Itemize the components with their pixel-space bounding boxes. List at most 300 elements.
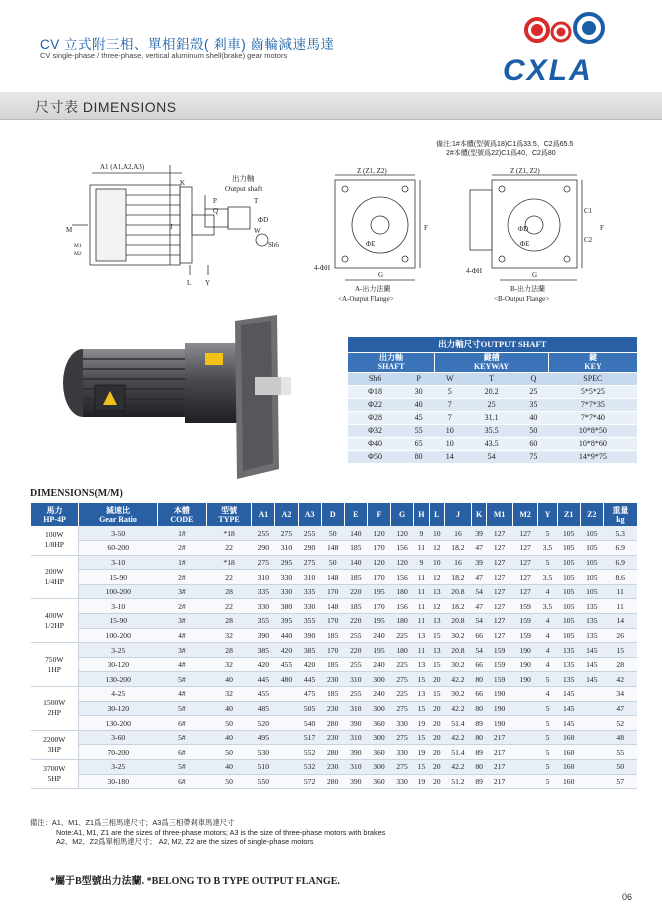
table-cell: 220: [344, 643, 367, 658]
title-chinese: CV 立式附三相、單相鋁殼( 剎車) 齒輪減速馬達: [40, 37, 335, 52]
label-h-a: 4-ΦH: [314, 264, 331, 272]
column-header: [538, 503, 557, 526]
table-cell: 20: [429, 745, 444, 760]
horsepower-label: 3700W: [43, 764, 66, 774]
table-cell: 120: [391, 555, 414, 570]
horsepower-cell: [31, 555, 79, 599]
table-cell: 230: [321, 701, 344, 716]
table-row: [31, 555, 638, 570]
table-cell: 185: [344, 599, 367, 614]
table-cell: 13: [414, 687, 429, 702]
shaft-column-header: W: [435, 372, 465, 385]
table-cell: 275: [391, 672, 414, 687]
table-cell: 552: [298, 745, 321, 760]
table-cell: 127: [487, 570, 513, 585]
table-row: [348, 450, 638, 463]
table-cell: 10*8*50: [549, 424, 637, 437]
title-english: CV single-phase / three-phase, vertical aluminum shell(brake) gear motors: [40, 51, 288, 60]
table-cell: 300: [367, 701, 390, 716]
table-cell: 495: [252, 730, 275, 745]
column-header-en: F: [376, 510, 382, 519]
table-row: [348, 424, 638, 437]
table-cell: 3.5: [538, 570, 557, 585]
table-row: [31, 584, 638, 599]
table-cell: 335: [298, 584, 321, 599]
table-cell: Φ32: [348, 424, 403, 437]
table-cell: 105: [580, 570, 603, 585]
table-cell: 355: [298, 614, 321, 629]
table-cell: [512, 687, 538, 702]
horsepower-label: 200W: [45, 567, 64, 577]
table-cell: 170: [321, 614, 344, 629]
table-cell: 26: [603, 628, 637, 643]
table-cell: 100-200: [79, 584, 158, 599]
table-cell: 2#: [157, 599, 206, 614]
table-row: [31, 687, 638, 702]
table-cell: 105: [580, 555, 603, 570]
column-header-en: M2: [519, 510, 531, 519]
table-cell: 13: [429, 643, 444, 658]
table-cell: 195: [367, 643, 390, 658]
brand-logo: [495, 8, 645, 86]
table-cell: 390: [344, 774, 367, 789]
footnote: [30, 818, 385, 847]
column-header-cn: 馬力: [46, 505, 63, 515]
horsepower-label: 100W: [45, 530, 64, 540]
table-cell: 10: [435, 437, 465, 450]
table-cell: 4#: [157, 657, 206, 672]
table-cell: 275: [275, 526, 298, 541]
table-cell: 89: [471, 774, 486, 789]
table-cell: 445: [298, 672, 321, 687]
table-cell: 310: [344, 730, 367, 745]
column-header-cn: 重量: [612, 505, 629, 515]
table-cell: 127: [512, 526, 538, 541]
table-cell: 6.9: [603, 555, 637, 570]
column-header: [344, 503, 367, 526]
table-cell: 15-90: [79, 570, 158, 585]
column-header-en: K: [476, 510, 483, 519]
shaft-group-en: KEYWAY: [473, 362, 510, 371]
table-cell: 7*7*35: [549, 398, 637, 411]
column-header: [487, 503, 513, 526]
table-cell: 225: [391, 657, 414, 672]
table-cell: 60-200: [79, 541, 158, 556]
table-cell: 159: [487, 672, 513, 687]
table-cell: 8.6: [603, 570, 637, 585]
column-header: [512, 503, 538, 526]
table-cell: 127: [487, 526, 513, 541]
flange-b-cn: B-出力法蘭: [510, 285, 545, 293]
table-row: [31, 716, 638, 731]
table-cell: 310: [298, 570, 321, 585]
table-cell: 5: [538, 730, 557, 745]
table-cell: 440: [275, 628, 298, 643]
table-cell: 11: [414, 643, 429, 658]
flange-b-en: <B-Output Flange>: [494, 295, 550, 303]
table-row: [31, 774, 638, 789]
table-cell: 330: [391, 774, 414, 789]
table-cell: 170: [367, 570, 390, 585]
column-header: [391, 503, 414, 526]
table-cell: 310: [344, 701, 367, 716]
label-sh6: Sh6: [268, 241, 279, 249]
table-cell: 11: [414, 584, 429, 599]
section-title: 尺寸表 DIMENSIONS: [35, 99, 177, 115]
table-cell: 30-120: [79, 657, 158, 672]
table-cell: 225: [391, 687, 414, 702]
table-cell: 280: [321, 716, 344, 731]
table-cell: 50: [321, 526, 344, 541]
table-cell: 217: [487, 774, 513, 789]
table-row: [31, 570, 638, 585]
column-header-en: TYPE: [218, 514, 240, 524]
table-cell: [275, 774, 298, 789]
table-cell: 240: [367, 687, 390, 702]
table-cell: 390: [298, 628, 321, 643]
label-m: M: [66, 226, 73, 234]
table-cell: 156: [391, 599, 414, 614]
table-cell: Φ22: [348, 398, 403, 411]
table-cell: 185: [321, 628, 344, 643]
table-cell: 390: [344, 745, 367, 760]
table-cell: 75: [518, 450, 548, 463]
table-cell: 14*9*75: [549, 450, 637, 463]
table-cell: 7: [435, 398, 465, 411]
table-cell: 230: [321, 760, 344, 775]
table-cell: 16: [444, 526, 471, 541]
table-cell: 275: [391, 730, 414, 745]
technical-drawings: [0, 125, 662, 310]
shaft-column-header: T: [465, 372, 518, 385]
table-cell: 4: [538, 687, 557, 702]
table-cell: 532: [298, 760, 321, 775]
table-cell: 190: [487, 687, 513, 702]
table-cell: 127: [512, 584, 538, 599]
table-cell: 28: [206, 584, 251, 599]
table-cell: 11: [603, 599, 637, 614]
table-cell: 7*7*40: [549, 411, 637, 424]
table-cell: 290: [252, 541, 275, 556]
table-cell: 160: [557, 730, 580, 745]
shaft-column-header: SPEC: [549, 372, 637, 385]
table-cell: 4: [538, 643, 557, 658]
column-header-en: G: [398, 510, 406, 519]
horsepower-label: 1/8HP: [44, 540, 64, 550]
table-cell: 40: [206, 701, 251, 716]
table-cell: 30-120: [79, 701, 158, 716]
table-cell: 12: [429, 541, 444, 556]
table-cell: 156: [391, 541, 414, 556]
dimensions-table: [30, 503, 637, 789]
drawing-note-line2: 2#本體(型號爲22)C1爲40、C2爲80: [446, 150, 556, 157]
shaft-group-cn: 鍵: [589, 353, 598, 362]
label-output-en: Output shaft: [225, 184, 263, 193]
label-p: P: [213, 197, 217, 205]
table-cell: [275, 760, 298, 775]
table-cell: 275: [298, 555, 321, 570]
table-row: [348, 437, 638, 450]
horsepower-label: 1500W: [43, 698, 66, 708]
table-cell: 540: [298, 716, 321, 731]
table-cell: Φ40: [348, 437, 403, 450]
label-output-cn: 出力軸: [232, 174, 255, 183]
table-cell: 20.2: [465, 385, 518, 398]
table-cell: 170: [321, 584, 344, 599]
table-cell: 130-200: [79, 716, 158, 731]
table-cell: 455: [252, 687, 275, 702]
column-header-en: E: [353, 510, 359, 519]
table-cell: 1#: [157, 555, 206, 570]
table-cell: 127: [487, 584, 513, 599]
table-cell: 5: [538, 672, 557, 687]
table-cell: 42.2: [444, 701, 471, 716]
column-header-cn: 減速比: [105, 505, 130, 515]
table-cell: 25: [518, 385, 548, 398]
table-cell: 15: [429, 687, 444, 702]
table-row: [348, 398, 638, 411]
table-cell: 5: [435, 385, 465, 398]
table-cell: 66: [471, 657, 486, 672]
table-cell: 4: [538, 584, 557, 599]
table-cell: 160: [557, 745, 580, 760]
table-cell: 5#: [157, 760, 206, 775]
table-cell: 240: [367, 628, 390, 643]
table-cell: 135: [557, 672, 580, 687]
table-cell: 66: [471, 628, 486, 643]
shaft-group-header: [348, 352, 435, 372]
table-cell: 35.5: [465, 424, 518, 437]
table-cell: 180: [391, 643, 414, 658]
table-cell: 148: [321, 599, 344, 614]
table-cell: 105: [557, 584, 580, 599]
horsepower-label: 2200W: [43, 734, 66, 744]
table-cell: 6#: [157, 745, 206, 760]
shaft-column-header: Q: [518, 372, 548, 385]
table-cell: 145: [580, 657, 603, 672]
table-cell: 135: [580, 614, 603, 629]
table-cell: 170: [321, 643, 344, 658]
horsepower-label: 5HP: [47, 774, 62, 784]
table-cell: 15: [414, 701, 429, 716]
table-cell: [512, 716, 538, 731]
table-cell: 230: [321, 730, 344, 745]
table-cell: 43.5: [465, 437, 518, 450]
table-cell: 517: [298, 730, 321, 745]
table-cell: 47: [471, 541, 486, 556]
table-row: [31, 643, 638, 658]
table-cell: 6#: [157, 774, 206, 789]
table-cell: 127: [487, 555, 513, 570]
column-header: [31, 503, 79, 526]
table-cell: 47: [603, 701, 637, 716]
table-cell: 35: [518, 398, 548, 411]
table-cell: 20.8: [444, 643, 471, 658]
table-cell: [580, 701, 603, 716]
label-phie-a: ΦE: [366, 240, 376, 248]
table-cell: 145: [580, 643, 603, 658]
table-cell: [580, 687, 603, 702]
table-cell: 3#: [157, 584, 206, 599]
table-cell: 66: [471, 687, 486, 702]
table-cell: 360: [367, 745, 390, 760]
table-cell: [275, 716, 298, 731]
table-cell: 310: [275, 541, 298, 556]
column-header-en: J: [455, 510, 460, 519]
table-cell: 510: [252, 760, 275, 775]
table-cell: 60: [518, 437, 548, 450]
table-cell: 32: [206, 687, 251, 702]
table-cell: 145: [580, 672, 603, 687]
horsepower-cell: [31, 599, 79, 643]
table-row: [31, 657, 638, 672]
table-cell: 160: [557, 760, 580, 775]
column-header: [275, 503, 298, 526]
table-cell: 195: [367, 584, 390, 599]
table-cell: [512, 701, 538, 716]
table-cell: 330: [275, 570, 298, 585]
table-cell: 51.4: [444, 745, 471, 760]
table-cell: Φ50: [348, 450, 403, 463]
table-cell: 310: [344, 760, 367, 775]
table-cell: 14: [603, 614, 637, 629]
label-f-a: F: [424, 224, 428, 232]
label-j: J: [170, 223, 173, 231]
label-m1: M1: [74, 243, 82, 249]
table-cell: 3#: [157, 614, 206, 629]
table-cell: 54: [471, 584, 486, 599]
table-cell: [512, 774, 538, 789]
column-header: [471, 503, 486, 526]
column-header-en: Z1: [564, 510, 574, 519]
table-cell: 22: [206, 541, 251, 556]
table-cell: 220: [344, 584, 367, 599]
table-cell: 159: [512, 614, 538, 629]
table-cell: 480: [275, 672, 298, 687]
table-cell: 190: [512, 672, 538, 687]
table-cell: 140: [344, 526, 367, 541]
column-header: [429, 503, 444, 526]
table-cell: 135: [580, 599, 603, 614]
table-row: [348, 385, 638, 398]
table-cell: 217: [487, 760, 513, 775]
table-cell: [580, 745, 603, 760]
table-cell: 18.2: [444, 541, 471, 556]
label-f-b: F: [600, 224, 604, 232]
table-cell: 127: [487, 541, 513, 556]
table-cell: 20: [429, 701, 444, 716]
table-cell: 190: [512, 643, 538, 658]
table-cell: 80: [403, 450, 435, 463]
table-cell: 50: [518, 424, 548, 437]
label-phie-b: ΦE: [520, 240, 530, 248]
table-cell: 47: [471, 570, 486, 585]
table-cell: 120: [391, 526, 414, 541]
table-cell: 185: [321, 687, 344, 702]
table-cell: [512, 760, 538, 775]
table-cell: 6.9: [603, 541, 637, 556]
column-header-cn: 型號: [221, 505, 238, 515]
label-y: Y: [205, 279, 211, 287]
table-cell: 13: [429, 614, 444, 629]
table-cell: 9: [414, 526, 429, 541]
table-cell: 20.8: [444, 584, 471, 599]
table-cell: [580, 716, 603, 731]
table-cell: 3-50: [79, 526, 158, 541]
column-header-en: Y: [544, 510, 551, 519]
table-cell: 30: [403, 385, 435, 398]
footnote-line1: 備注：A1、M1、Z1爲三相馬達尺寸；A3爲三相帶剎車馬達尺寸: [30, 818, 235, 827]
table-cell: 3.5: [538, 541, 557, 556]
side-view-drawing: [72, 165, 214, 275]
table-cell: 275: [391, 701, 414, 716]
table-cell: 22: [206, 570, 251, 585]
table-cell: 11: [414, 614, 429, 629]
horsepower-label: 1/2HP: [44, 620, 64, 630]
flange-a-cn: A-出力法蘭: [355, 285, 391, 293]
label-k: K: [180, 179, 186, 187]
table-cell: 380: [275, 599, 298, 614]
table-cell: 40: [206, 760, 251, 775]
horsepower-label: 400W: [45, 610, 64, 620]
table-cell: 13: [429, 584, 444, 599]
table-cell: 420: [252, 657, 275, 672]
table-cell: 3#: [157, 643, 206, 658]
table-cell: 5#: [157, 701, 206, 716]
table-cell: 300: [367, 672, 390, 687]
table-cell: 89: [471, 745, 486, 760]
dimensions-title: DIMENSIONS(M/M): [30, 488, 123, 499]
column-header: [79, 503, 158, 526]
table-cell: 10: [429, 555, 444, 570]
column-header-en: D: [329, 510, 336, 519]
column-header: [252, 503, 275, 526]
table-cell: 30-180: [79, 774, 158, 789]
table-cell: 5: [538, 526, 557, 541]
table-cell: 20.8: [444, 614, 471, 629]
table-cell: 2#: [157, 541, 206, 556]
shaft-table-title: 出力軸尺寸OUTPUT SHAFT: [348, 337, 638, 352]
table-cell: *18: [206, 526, 251, 541]
table-cell: *18: [206, 555, 251, 570]
table-cell: 420: [298, 657, 321, 672]
table-cell: 135: [557, 643, 580, 658]
table-cell: 330: [391, 716, 414, 731]
output-shaft-table: [347, 337, 637, 464]
table-cell: 4: [538, 657, 557, 672]
table-cell: 455: [275, 657, 298, 672]
table-cell: 159: [487, 657, 513, 672]
table-cell: 15-90: [79, 614, 158, 629]
table-cell: 330: [298, 599, 321, 614]
table-cell: 105: [557, 614, 580, 629]
table-cell: 12: [429, 570, 444, 585]
table-cell: 5: [538, 774, 557, 789]
table-cell: [580, 774, 603, 789]
table-cell: 18.2: [444, 599, 471, 614]
shaft-group-header: [549, 352, 637, 372]
table-cell: 11: [603, 584, 637, 599]
label-phid-b: ΦD: [518, 225, 529, 233]
table-cell: 18.2: [444, 570, 471, 585]
table-cell: 19: [414, 774, 429, 789]
table-cell: 255: [344, 657, 367, 672]
table-cell: 5*5*25: [549, 385, 637, 398]
table-cell: 3-60: [79, 730, 158, 745]
column-header: [444, 503, 471, 526]
table-cell: 120: [367, 526, 390, 541]
table-cell: 19: [414, 745, 429, 760]
